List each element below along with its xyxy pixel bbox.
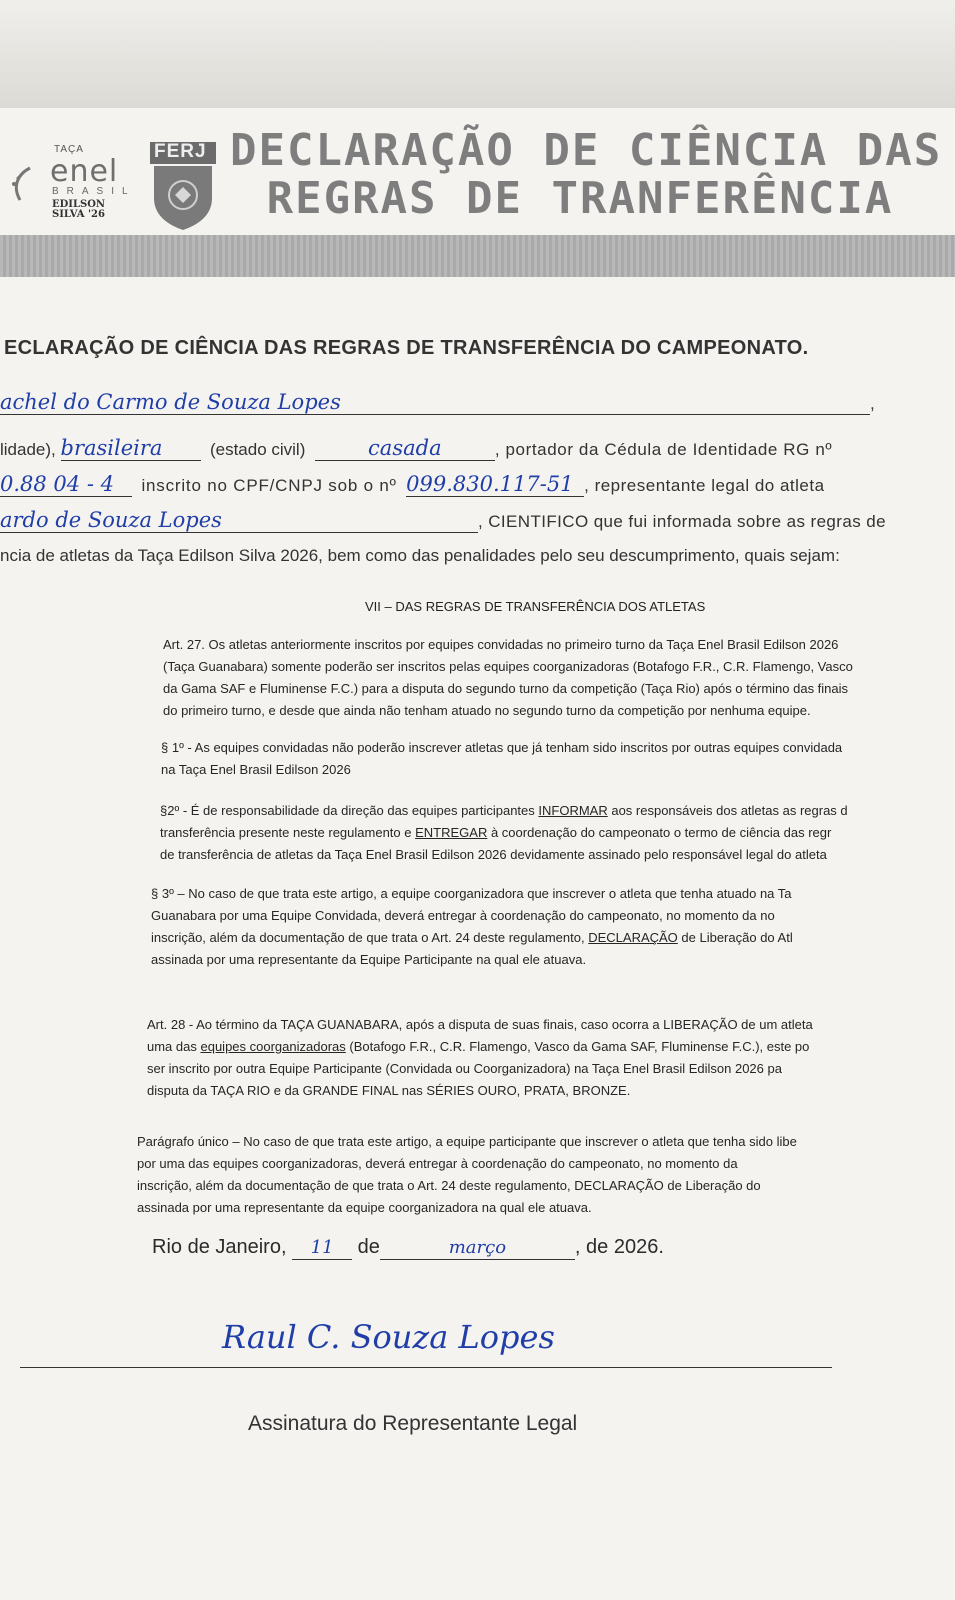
paragraph-2-line: §2º - É de responsabilidade da direção das equipes participantes INFORMAR aos responsáveis dos atletas as regras d — [160, 803, 848, 818]
article-27-line: (Taça Guanabara) somente poderão ser inscritos pelas equipes coorganizadoras (Botafogo F.R., C.R. Flamengo, Vasco — [163, 659, 853, 674]
date-day-field — [292, 1236, 352, 1260]
handwritten-signature: Raul C. Souza Lopes — [222, 1318, 555, 1356]
unique-paragraph-line: inscrição, além da documentação de que trata o Art. 24 deste regulamento, DECLARAÇÃO de Liberação do — [137, 1178, 761, 1193]
unique-paragraph-line: Parágrafo único – No caso de que trata este artigo, a equipe participante que inscrever o atleta que tenha sido libe — [137, 1134, 797, 1149]
document-title — [230, 125, 943, 224]
article-28 — [147, 1014, 813, 1102]
date-de: de — [357, 1236, 380, 1258]
paragraph-2 — [160, 800, 848, 866]
paragraph-3-line: Guanabara por uma Equipe Convidada, deverá entregar à coordenação do campeonato, no momento da no — [151, 908, 775, 923]
taca-enel-logo — [8, 140, 143, 240]
name-field — [0, 390, 870, 415]
paragraph-1-line: na Taça Enel Brasil Edilson 2026 — [161, 762, 351, 777]
civil-status-value: casada — [368, 436, 442, 460]
article-28-line: uma das equipes coorganizadoras (Botafogo F.R., C.R. Flamengo, Vasco da Gama SAF, Fluminense F.C.), este po — [147, 1039, 810, 1054]
date-day-value: 11 — [310, 1237, 334, 1258]
title-line-1: DECLARAÇÃO DE CIÊNCIA DAS — [230, 125, 943, 176]
signature-line — [20, 1367, 832, 1368]
section-title: VII – DAS REGRAS DE TRANSFERÊNCIA DOS ATLETAS — [365, 599, 706, 614]
signature-label: Assinatura do Representante Legal — [248, 1412, 578, 1435]
declaration-heading: ECLARAÇÃO DE CIÊNCIA DAS REGRAS DE TRANSFERÊNCIA DO CAMPEONATO. — [4, 337, 809, 359]
name-value: achel do Carmo de Souza Lopes — [0, 390, 341, 414]
form-line-athlete — [0, 508, 886, 533]
date-month-field — [380, 1236, 575, 1260]
ferj-logo-text: FERJ — [154, 141, 207, 162]
logo-brasil-text: BRASIL — [52, 186, 136, 197]
cpf-value: 099.830.117-51 — [406, 472, 574, 496]
article-27-line: do primeiro turno, e desde que ainda não tenham atuado no segundo turno da competição por nenhuma equipe. — [163, 703, 811, 718]
athlete-value: ardo de Souza Lopes — [0, 508, 222, 532]
form-line-penalties: ncia de atletas da Taça Edilson Silva 2026, bem como das penalidades pelo seu descumprimento, quais sejam: — [0, 546, 840, 565]
cpf-field — [406, 472, 584, 497]
civil-status-field — [315, 436, 495, 461]
date-month-value: março — [448, 1237, 507, 1258]
logo-taca-text: TAÇA — [54, 144, 84, 155]
nationality-field — [61, 436, 201, 461]
article-28-line: ser inscrito por outra Equipe Participante (Convidada ou Coorganizadora) na Taça Enel Brasil Edilson 2026 pa — [147, 1061, 782, 1076]
paragraph-1 — [161, 737, 842, 781]
certify-text: , CIENTIFICO que fui informada sobre as regras de — [478, 512, 886, 531]
date-line — [152, 1236, 664, 1260]
athlete-field — [0, 508, 478, 533]
form-line-name: achel do Carmo de Souza Lopes , — [0, 390, 875, 414]
nationality-label-fragment: lidade), — [0, 440, 56, 459]
paragraph-2-line: de transferência de atletas da Taça Enel Brasil Edilson 2026 devidamente assinado pelo responsável legal do atleta — [160, 847, 827, 862]
header-gray-bar — [0, 235, 955, 277]
photo-background-top — [0, 0, 955, 108]
civil-status-label: (estado civil) — [209, 440, 306, 459]
ferj-crest-logo — [148, 140, 218, 232]
article-28-line: Art. 28 - Ao término da TAÇA GUANABARA, após a disputa de suas finais, caso ocorra a LIBERAÇÃO de um atleta — [147, 1017, 813, 1032]
logo-edilson-text: EDILSON SILVA '26 — [52, 199, 106, 220]
date-year: , de 2026. — [574, 1236, 664, 1258]
paragraph-3-line: § 3º – No caso de que trata este artigo, a equipe coorganizadora que inscrever o atleta que tenha atuado na Ta — [151, 886, 792, 901]
representative-label: , representante legal do atleta — [584, 476, 825, 495]
rg-value: 0.88 04 - 4 — [0, 472, 114, 496]
cpf-label: inscrito no CPF/CNPJ sob o nº — [141, 476, 397, 495]
paragraph-3-line: assinada por uma representante da Equipe Participante na qual ele atuava. — [151, 952, 587, 967]
unique-paragraph-line: assinada por uma representante da equipe coorganizadora na qual ele atuava. — [137, 1200, 592, 1215]
title-line-2: REGRAS DE TRANFERÊNCIA — [266, 173, 894, 224]
unique-paragraph-line: por uma das equipes coorganizadoras, deverá entregar à coordenação do campeonato, no momento da — [137, 1156, 738, 1171]
article-27 — [163, 634, 853, 722]
form-line-nationality — [0, 436, 832, 461]
paragraph-1-line: § 1º - As equipes convidadas não poderão inscrever atletas que já tenham sido inscritos por outras equipes convidada — [161, 740, 843, 755]
article-27-line: da Gama SAF e Fluminense F.C.) para a disputa do segundo turno da competição (Taça Rio) após o término das finais — [163, 681, 849, 696]
logo-swirl-icon — [8, 164, 38, 204]
date-city: Rio de Janeiro, — [152, 1236, 287, 1258]
rg-field — [0, 472, 132, 497]
form-line-rg-cpf — [0, 472, 825, 497]
article-27-line: Art. 27. Os atletas anteriormente inscritos por equipes convidadas no primeiro turno da Taça Enel Brasil Edilson 2026 — [163, 637, 839, 652]
unique-paragraph — [137, 1131, 797, 1219]
rg-label: , portador da Cédula de Identidade RG nº — [494, 440, 833, 459]
article-28-line: disputa da TAÇA RIO e da GRANDE FINAL nas SÉRIES OURO, PRATA, BRONZE. — [147, 1083, 631, 1098]
nationality-value: brasileira — [60, 436, 163, 460]
paragraph-3-line: inscrição, além da documentação de que trata o Art. 24 deste regulamento, DECLARAÇÃO de Liberação do Atl — [151, 930, 793, 945]
paragraph-3 — [151, 883, 793, 971]
paragraph-2-line: transferência presente neste regulamento e ENTREGAR à coordenação do campeonato o termo de ciência das regr — [160, 825, 832, 840]
logo-enel-text: enel — [50, 154, 119, 189]
